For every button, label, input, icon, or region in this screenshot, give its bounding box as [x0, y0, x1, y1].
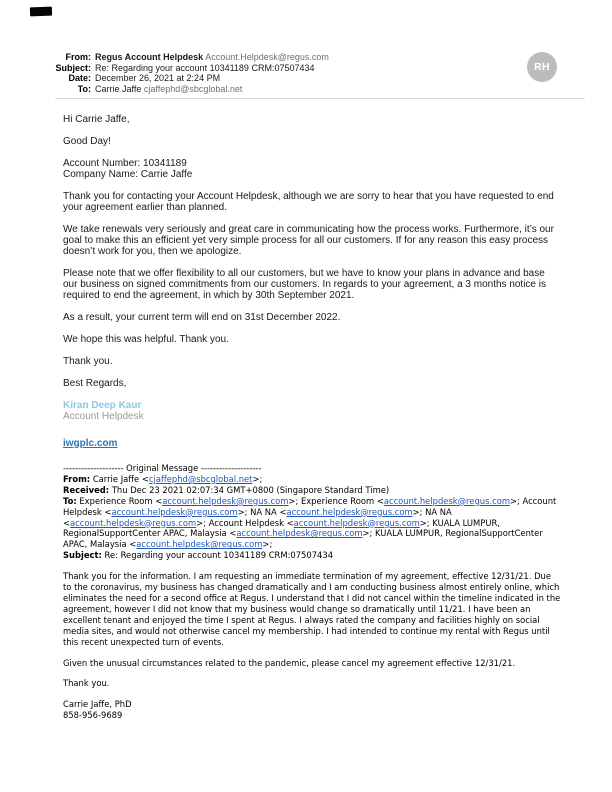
to-value	[95, 84, 517, 95]
signature-website-wrap	[63, 438, 557, 449]
quoted-recipient-email-link[interactable]: account.helpdesk@regus.com	[136, 539, 263, 550]
quoted-recipient-name: NA NA	[250, 506, 277, 517]
email-body	[63, 114, 557, 449]
scan-artifact-mark	[30, 7, 52, 17]
angle-close: >;	[509, 495, 523, 506]
quoted-received-label: Received:	[63, 484, 110, 495]
company-website-link[interactable]: iwgplc.com	[63, 438, 118, 449]
greeting: Hi Carrie Jaffe,	[63, 114, 130, 125]
avatar: RH	[527, 52, 557, 82]
quoted-signoff-name: Carrie Jaffe, PhD	[63, 699, 132, 710]
angle-close: >;	[362, 528, 376, 539]
quoted-paragraph: Thank you for the information. I am requesting an immediate termination of my agreement, effective 12/31/21. Due to the coronavirus, my business has changed dramatically and I am conducting business almost entirely online, which eliminates the need for a second office at Regus. I understand that I did not cancel within the timeline indicated in the agreement, however I did not know that my business would change so dramatically until 11/21. I have been an excellent tenant and enjoyed the time I spent at Regus. I always rated the company and facilities highly on social media sites, and would not otherwise cancel my membership. I had intended to continue my rental with Regus until this recent unexpected turn of events.	[63, 571, 561, 647]
to-label: To:	[77, 83, 91, 94]
angle-open: <	[152, 495, 163, 506]
angle-close: >;	[262, 539, 273, 550]
quoted-recipient-name: NA NA	[425, 506, 452, 517]
quoted-recipient	[79, 496, 301, 506]
quoted-recipient-name: Account Helpdesk	[63, 495, 557, 517]
account-block	[63, 158, 557, 180]
quoted-subject-label: Subject:	[63, 550, 102, 561]
angle-open: <	[139, 473, 149, 484]
quoted-recipients	[63, 496, 556, 550]
recipient-email: cjaffephd@sbcglobal.net	[143, 83, 243, 94]
quoted-recipient-name: KUALA LUMPUR, RegionalSupportCenter APAC, Malaysia	[63, 528, 543, 550]
body-paragraph: As a result, your current term will end on 31st December 2022.	[63, 312, 341, 323]
body-paragraphs	[63, 191, 557, 389]
subject-label: Subject:	[55, 62, 91, 73]
quoted-subject-value: Re: Regarding your account 10341189 CRM:07507434	[104, 550, 334, 561]
good-day-line: Good Day!	[63, 136, 111, 147]
body-paragraph: Please note that we offer flexibility to all our customers, but we have to know your plans in advance and base our business on signed commitments from our customers. In regards to your agreement, a 3 months notice is required to end the agreement, in which by 30th September 2021.	[63, 268, 546, 301]
quoted-from-line	[63, 474, 562, 485]
quoted-to-label: To:	[63, 495, 77, 506]
body-paragraph: We take renewals very seriously and great care in communicating how the process works. Furthermore, it’s our goal to make this an efficient yet very simple process for all our customers. If for any reason this easy process doesn’t work for you, then we apologize.	[63, 224, 554, 257]
company-name-line: Company Name: Carrie Jaffe	[63, 169, 193, 180]
quoted-from-name: Carrie Jaffe	[92, 473, 140, 484]
quoted-recipient-name: Experience Room	[300, 495, 375, 506]
angle-close: >;	[419, 517, 433, 528]
account-number-line: Account Number: 10341189	[63, 158, 187, 169]
angle-close: >;	[412, 506, 426, 517]
quoted-signoff-phone: 858-956-9689	[63, 710, 123, 721]
quoted-subject-line	[63, 550, 562, 561]
angle-open: <	[63, 517, 71, 528]
quoted-closing: Thank you.	[63, 678, 110, 689]
quoted-recipient-email-link[interactable]: account.helpdesk@regus.com	[383, 495, 510, 506]
angle-close: >;	[237, 506, 251, 517]
quoted-recipient-email-link[interactable]: account.helpdesk@regus.com	[286, 506, 413, 517]
header-fields	[55, 52, 517, 94]
quoted-paragraph: Given the unusual circumstances related to the pandemic, please cancel my agreement effective 12/31/21.	[63, 657, 516, 668]
quoted-recipient	[301, 496, 523, 506]
sender-email: Account.Helpdesk@regus.com	[205, 52, 329, 62]
angle-close: >;	[252, 473, 263, 484]
quoted-recipient-email-link[interactable]: account.helpdesk@regus.com	[70, 517, 197, 528]
quoted-recipient	[209, 518, 433, 528]
quoted-received-line	[63, 485, 562, 496]
email-header	[55, 52, 557, 94]
angle-close: >;	[288, 495, 301, 506]
body-paragraph: We hope this was helpful. Thank you.	[63, 334, 229, 345]
from-value	[95, 52, 517, 63]
angle-open: <	[374, 495, 384, 506]
date-label: Date:	[68, 73, 91, 83]
angle-open: <	[226, 528, 237, 539]
quoted-recipient-name: KUALA LUMPUR, RegionalSupportCenter APAC, Malaysia	[63, 517, 500, 539]
quoted-recipient-name: Account Helpdesk	[208, 517, 284, 528]
quoted-recipient-name: Experience Room	[79, 495, 153, 506]
signature-title: Account Helpdesk	[63, 411, 144, 422]
signature-name: Kiran Deep Kaur	[63, 400, 142, 411]
quoted-paragraphs	[63, 571, 562, 668]
quoted-from-label: From:	[63, 473, 91, 484]
angle-open: <	[276, 506, 287, 517]
quoted-recipient-email-link[interactable]: account.helpdesk@regus.com	[236, 528, 363, 539]
body-paragraph: Thank you.	[63, 356, 113, 367]
angle-open: <	[101, 506, 112, 517]
body-paragraph: Best Regards,	[63, 378, 127, 389]
signature-block	[63, 400, 557, 449]
original-message-separator: -------------------- Original Message --------------------	[63, 463, 262, 473]
angle-close: >;	[196, 517, 209, 528]
quoted-to-line	[63, 496, 562, 551]
subject-value: Re: Regarding your account 10341189 CRM:07507434	[95, 62, 315, 73]
angle-open: <	[283, 517, 294, 528]
quoted-recipient-email-link[interactable]: account.helpdesk@regus.com	[162, 495, 289, 506]
from-label: From:	[65, 52, 91, 62]
header-divider	[55, 98, 585, 99]
quoted-signoff	[63, 699, 562, 721]
quoted-from-email-link[interactable]: cjaffephd@sbcglobal.net	[148, 473, 253, 484]
quoted-original-message	[63, 463, 562, 721]
quoted-recipient	[250, 507, 425, 517]
body-paragraph: Thank you for contacting your Account Helpdesk, although we are sorry to hear that you have requested to end your agreement earlier than planned.	[63, 191, 554, 213]
recipient-name: Carrie Jaffe	[95, 83, 142, 94]
quoted-received-value: Thu Dec 23 2021 02:07:34 GMT+0800 (Singapore Standard Time)	[111, 484, 390, 495]
quoted-recipient-email-link[interactable]: account.helpdesk@regus.com	[111, 506, 238, 517]
date-value: December 26, 2021 at 2:24 PM	[95, 73, 221, 83]
quoted-recipient-email-link[interactable]: account.helpdesk@regus.com	[293, 517, 420, 528]
angle-open: <	[126, 539, 137, 550]
sender-name: Regus Account Helpdesk	[95, 52, 204, 62]
